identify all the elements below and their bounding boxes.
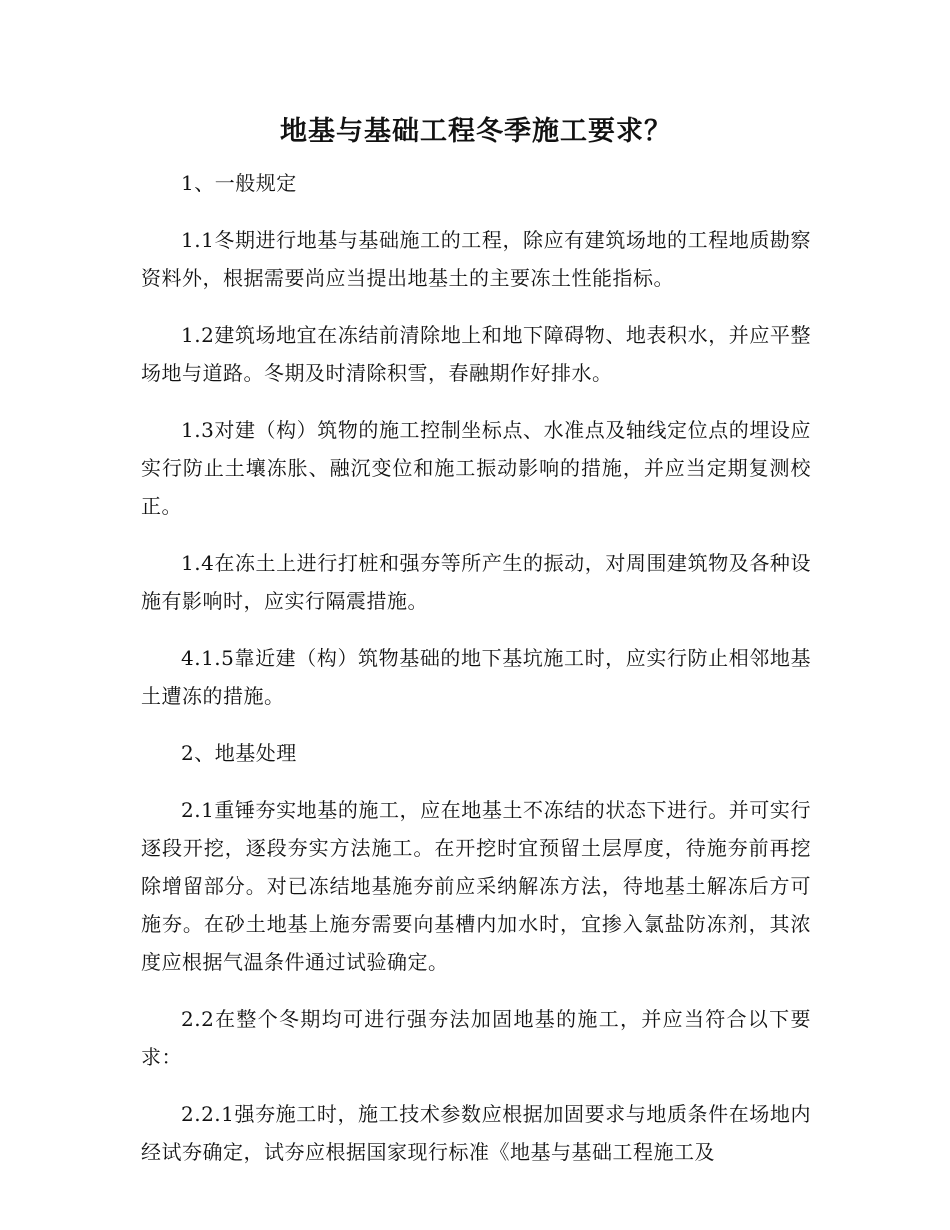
section-heading-foundation-treatment: 2、地基处理 <box>181 741 297 765</box>
paragraph-4-1-5: 4.1.5靠近建（构）筑物基础的地下基坑施工时，应实行防止相邻地基土遭冻的措施。 <box>141 646 811 708</box>
paragraph-2-1: 2.1重锤夯实地基的施工，应在地基土不冻结的状态下进行。并可实行逐段开挖，逐段夯实方法施工。在开挖时宜预留土层厚度，待施夯前再挖除增留部分。对已冻结地基施夯前应采纳解冻方法，待地基土解冻后方可施夯。在砂土地基上施夯需要向基槽内加水时，宜掺入氯盐防冻剂，其浓度应根据气温条件通过试验确定。 <box>141 798 811 974</box>
paragraph-1-2: 1.2建筑场地宜在冻结前清除地上和地下障碍物、地表积水，并应平整场地与道路。冬期及时清除积雪，春融期作好排水。 <box>141 323 811 385</box>
document-page <box>141 104 811 1190</box>
paragraph-1-4: 1.4在冻土上进行打桩和强夯等所产生的振动，对周围建筑物及各种设施有影响时，应实行隔震措施。 <box>141 551 811 613</box>
paragraph-2-2-1: 2.2.1强夯施工时，施工技术参数应根据加固要求与地质条件在场地内经试夯确定，试夯应根据国家现行标准《地基与基础工程施工及 <box>141 1102 811 1164</box>
paragraph-2-2: 2.2在整个冬期均可进行强夯法加固地基的施工，并应当符合以下要求： <box>141 1007 811 1069</box>
paragraph-1-1: 1.1冬期进行地基与基础施工的工程，除应有建筑场地的工程地质勘察资料外，根据需要尚应当提出地基土的主要冻土性能指标。 <box>141 228 811 290</box>
document-title: 地基与基础工程冬季施工要求？ <box>280 116 672 147</box>
section-heading-general: 1、一般规定 <box>181 171 297 195</box>
paragraph-1-3: 1.3对建（构）筑物的施工控制坐标点、水准点及轴线定位点的埋设应实行防止土壤冻胀、融沉变位和施工振动影响的措施，并应当定期复测校正。 <box>141 418 811 518</box>
